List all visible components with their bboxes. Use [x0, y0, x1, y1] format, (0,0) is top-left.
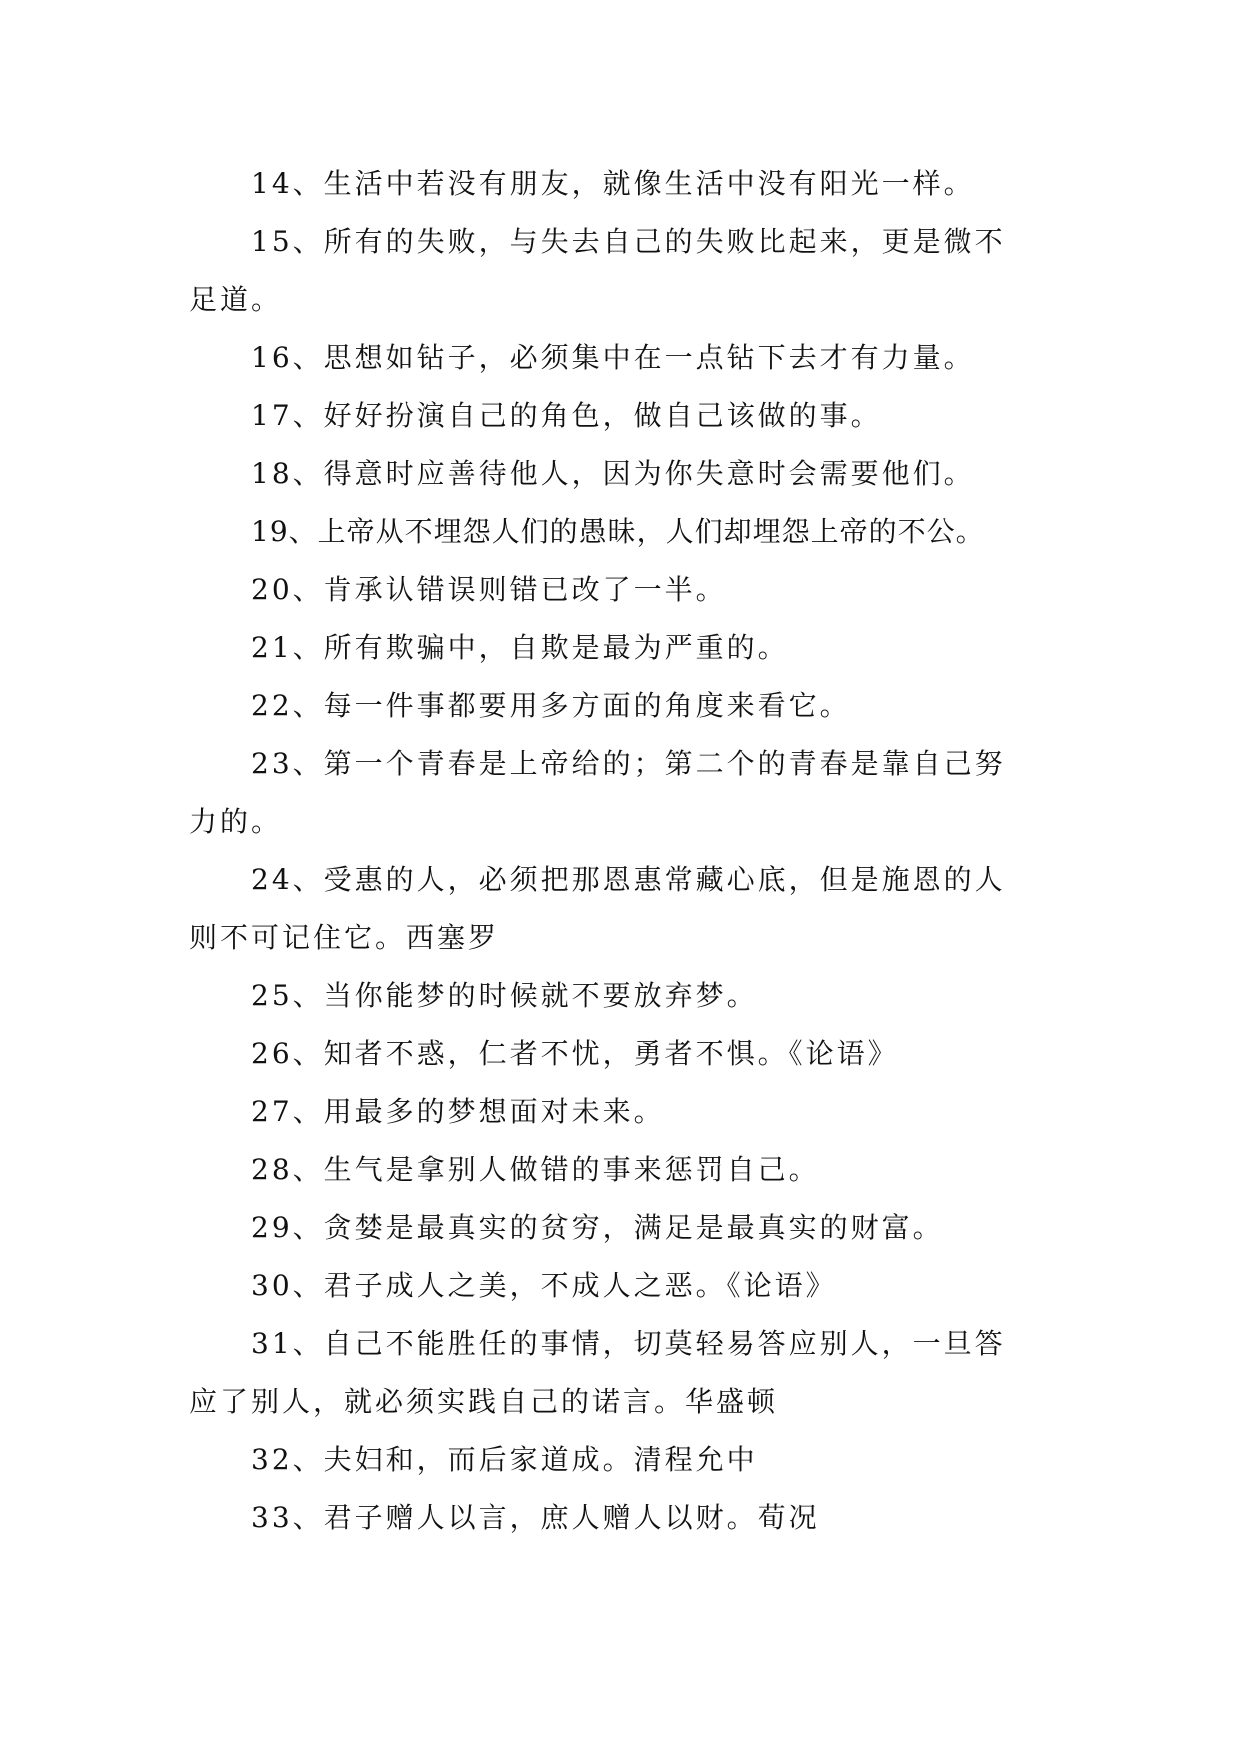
quote-33	[189, 1489, 1049, 1547]
quote-line: 17、好好扮演自己的角色，做自己该做的事。	[251, 399, 882, 432]
quote-line: 18、得意时应善待他人，因为你失意时会需要他们。	[251, 457, 975, 490]
quote-31	[189, 1315, 1049, 1431]
quote-line: 20、肯承认错误则错已改了一半。	[251, 573, 727, 606]
quote-18	[189, 445, 1049, 503]
quote-line-continued: 足道。	[189, 283, 283, 316]
quote-20	[189, 561, 1049, 619]
quote-27	[189, 1083, 1049, 1141]
quote-21	[189, 619, 1049, 677]
quote-line: 27、用最多的梦想面对未来。	[251, 1095, 665, 1128]
quote-25	[189, 967, 1049, 1025]
quote-23	[189, 735, 1049, 851]
quote-30	[189, 1257, 1049, 1315]
quote-line: 14、生活中若没有朋友，就像生活中没有阳光一样。	[251, 167, 975, 200]
quote-17	[189, 387, 1049, 445]
quote-16	[189, 329, 1049, 387]
quote-28	[189, 1141, 1049, 1199]
quote-line-continued: 则不可记住它。西塞罗	[189, 921, 500, 954]
quote-19	[189, 503, 1049, 561]
quote-line: 32、夫妇和，而后家道成。清程允中	[251, 1443, 758, 1476]
quote-24	[189, 851, 1049, 967]
quote-line: 33、君子赠人以言，庶人赠人以财。荀况	[251, 1501, 820, 1534]
quote-line: 24、受惠的人，必须把那恩惠常藏心底，但是施恩的人	[251, 863, 1006, 896]
quote-14	[189, 155, 1049, 213]
document-page	[189, 155, 1049, 1547]
quote-line: 29、贪婪是最真实的贫穷，满足是最真实的财富。	[251, 1211, 944, 1244]
quote-line: 30、君子成人之美，不成人之恶。《论语》	[251, 1269, 837, 1302]
quote-line: 31、自己不能胜任的事情，切莫轻易答应别人，一旦答	[251, 1327, 1006, 1360]
quote-26	[189, 1025, 1049, 1083]
quote-line: 15、所有的失败，与失去自己的失败比起来，更是微不	[251, 225, 1006, 258]
quote-line: 22、每一件事都要用多方面的角度来看它。	[251, 689, 851, 722]
quote-line-continued: 应了别人，就必须实践自己的诺言。华盛顿	[189, 1385, 779, 1418]
quote-line: 26、知者不惑，仁者不忧，勇者不惧。《论语》	[251, 1037, 899, 1070]
quote-15	[189, 213, 1049, 329]
quote-line: 21、所有欺骗中，自欺是最为严重的。	[251, 631, 789, 664]
quote-22	[189, 677, 1049, 735]
quote-line: 28、生气是拿别人做错的事来惩罚自己。	[251, 1153, 820, 1186]
quote-line-continued: 力的。	[189, 805, 283, 838]
quote-29	[189, 1199, 1049, 1257]
quote-32	[189, 1431, 1049, 1489]
quote-line: 16、思想如钻子，必须集中在一点钻下去才有力量。	[251, 341, 975, 374]
quote-line: 25、当你能梦的时候就不要放弃梦。	[251, 979, 758, 1012]
quote-line: 23、第一个青春是上帝给的；第二个的青春是靠自己努	[251, 747, 1006, 780]
quote-line: 19、上帝从不埋怨人们的愚昧，人们却埋怨上帝的不公。	[251, 515, 985, 548]
